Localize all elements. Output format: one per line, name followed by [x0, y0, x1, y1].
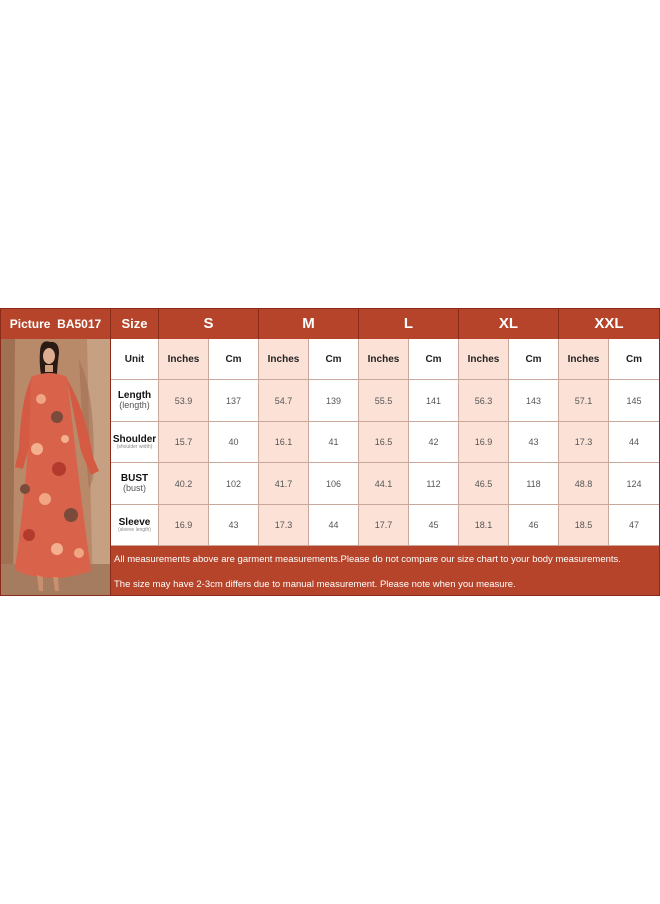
measurement-value: 55.5 [359, 380, 409, 422]
measurement-notes [111, 546, 659, 595]
measurement-value: 45 [409, 505, 459, 546]
measurement-value: 124 [609, 463, 659, 505]
measurement-value: 43 [509, 422, 559, 463]
note-garment-measurements: All measurements above are garment measurements.Please do not compare our size chart to your body measurements. [114, 554, 621, 565]
row-label-sleeve [111, 505, 159, 546]
measurement-value: 40.2 [159, 463, 209, 505]
measurement-subtitle: (length) [119, 400, 150, 411]
measurement-value: 16.1 [259, 422, 309, 463]
unit-header: Cm [609, 339, 659, 380]
measurement-subtitle: (shoulder width) [116, 443, 153, 450]
unit-header: Inches [259, 339, 309, 380]
unit-header: Cm [509, 339, 559, 380]
measurement-value: 145 [609, 380, 659, 422]
unit-header: Cm [309, 339, 359, 380]
dress-model-illustration [1, 339, 111, 595]
measurement-value: 137 [209, 380, 259, 422]
measurement-value: 17.7 [359, 505, 409, 546]
row-label-length [111, 380, 159, 422]
measurement-value: 143 [509, 380, 559, 422]
note-size-tolerance: The size may have 2-3cm differs due to manual measurement. Please note when you measure. [114, 579, 516, 590]
size-chart [0, 308, 660, 596]
unit-header: Cm [209, 339, 259, 380]
measurement-name: Shoulder [112, 433, 157, 445]
picture-label: Picture [9, 317, 51, 331]
measurement-value: 40 [209, 422, 259, 463]
measurement-subtitle: (sleeve length) [118, 526, 151, 533]
measurement-value: 56.3 [459, 380, 509, 422]
size-chart-header [1, 309, 659, 339]
measurement-value: 139 [309, 380, 359, 422]
unit-label: Unit [111, 339, 159, 380]
unit-header: Inches [559, 339, 609, 380]
measurement-name: Sleeve [118, 516, 151, 528]
unit-header: Inches [459, 339, 509, 380]
measurement-value: 41 [309, 422, 359, 463]
measurement-value: 57.1 [559, 380, 609, 422]
measurement-value: 102 [209, 463, 259, 505]
measurement-value: 17.3 [559, 422, 609, 463]
measurement-value: 141 [409, 380, 459, 422]
measurement-value: 16.5 [359, 422, 409, 463]
measurement-value: 47 [609, 505, 659, 546]
measurement-name: Length [117, 390, 152, 402]
measurement-name: BUST [120, 473, 149, 485]
model-number: BA5017 [57, 317, 102, 331]
measurement-value: 46 [509, 505, 559, 546]
measurement-value: 106 [309, 463, 359, 505]
measurement-subtitle: (bust) [122, 483, 146, 494]
measurement-value: 44 [609, 422, 659, 463]
measurement-value: 16.9 [159, 505, 209, 546]
measurement-grid [111, 339, 659, 546]
size-s: S [159, 309, 259, 339]
size-m: M [259, 309, 359, 339]
measurement-value: 112 [409, 463, 459, 505]
picture-model-header [1, 309, 111, 339]
unit-header: Cm [409, 339, 459, 380]
unit-header: Inches [359, 339, 409, 380]
measurement-value: 16.9 [459, 422, 509, 463]
row-label-bust [111, 463, 159, 505]
measurement-value: 43 [209, 505, 259, 546]
size-xxl: XXL [594, 315, 624, 332]
product-photo [1, 339, 111, 595]
measurement-value: 42 [409, 422, 459, 463]
unit-header: Inches [159, 339, 209, 380]
measurement-value: 41.7 [259, 463, 309, 505]
size-label: Size [111, 309, 159, 339]
measurement-value: 17.3 [259, 505, 309, 546]
measurement-value: 118 [509, 463, 559, 505]
size-xl: XL [459, 309, 559, 339]
measurement-value: 53.9 [159, 380, 209, 422]
measurement-value: 18.1 [459, 505, 509, 546]
measurement-value: 18.5 [559, 505, 609, 546]
measurement-value: 54.7 [259, 380, 309, 422]
measurement-value: 44 [309, 505, 359, 546]
measurement-value: 46.5 [459, 463, 509, 505]
size-l: L [359, 309, 459, 339]
measurement-value: 48.8 [559, 463, 609, 505]
measurement-value: 15.7 [159, 422, 209, 463]
measurement-value: 44.1 [359, 463, 409, 505]
row-label-shoulder [111, 422, 159, 463]
